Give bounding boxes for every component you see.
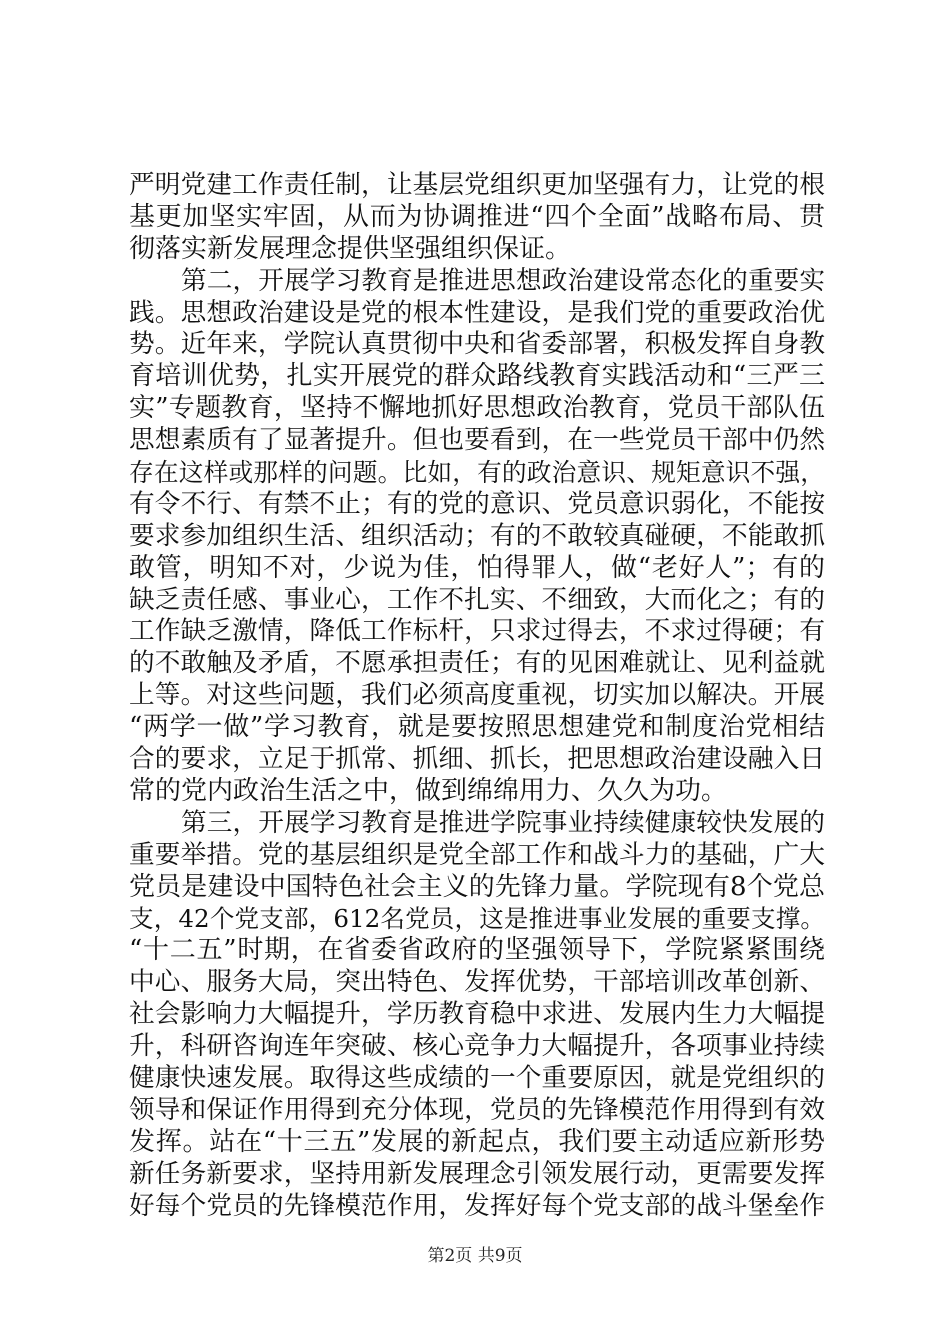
text-line: 存在这样或那样的问题。比如，有的政治意识、规矩意识不强， xyxy=(129,458,825,488)
text-line: 敢管，明知不对，少说为佳，怕得罪人，做“老好人”；有的 xyxy=(129,552,825,583)
text-line: 严明党建工作责任制，让基层党组织更加坚强有力，让党的根 xyxy=(129,170,825,200)
text-line: 彻落实新发展理念提供坚强组织保证。 xyxy=(129,233,572,264)
text-line: 实”专题教育，坚持不懈地抓好思想政治教育，党员干部队伍 xyxy=(129,393,825,424)
page-footer: 第2页 共9页 xyxy=(427,1246,523,1266)
text-line: 工作缺乏激情，降低工作标杆，只求过得去，不求过得硬；有 xyxy=(129,616,825,647)
text-line: 合的要求，立足于抓常、抓细、抓长，把思想政治建设融入日 xyxy=(129,744,825,775)
text-line: 的不敢触及矛盾，不愿承担责任；有的见困难就让、见利益就 xyxy=(129,648,825,679)
text-line: 践。思想政治建设是党的根本性建设，是我们党的重要政治优 xyxy=(129,297,825,328)
text-line: 新任务新要求，坚持用新发展理念引领发展行动，更需要发挥 xyxy=(129,1158,825,1189)
text-line: 常的党内政治生活之中，做到绵绵用力、久久为功。 xyxy=(129,775,728,806)
text-line: “十二五”时期，在省委省政府的坚强领导下，学院紧紧围绕 xyxy=(129,935,825,966)
text-line: 第二，开展学习教育是推进思想政治建设常态化的重要实 xyxy=(181,265,825,296)
text-line: 势。近年来，学院认真贯彻中央和省委部署，积极发挥自身教 xyxy=(129,329,825,360)
text-line: 领导和保证作用得到充分体现，党员的先锋模范作用得到有效 xyxy=(129,1094,825,1125)
text-line: 有令不行、有禁不止；有的党的意识、党员意识弱化，不能按 xyxy=(129,488,825,519)
text-line: 重要举措。党的基层组织是党全部工作和战斗力的基础，广大 xyxy=(129,839,825,870)
text-line: 发挥。站在“十三五”发展的新起点，我们要主动适应新形势 xyxy=(129,1126,825,1157)
text-line: 第三，开展学习教育是推进学院事业持续健康较快发展的 xyxy=(181,807,825,838)
text-line: 中心、服务大局，突出特色、发挥优势，干部培训改革创新、 xyxy=(129,967,825,998)
text-line: 健康快速发展。取得这些成绩的一个重要原因，就是党组织的 xyxy=(129,1062,825,1093)
text-line: 思想素质有了显著提升。但也要看到，在一些党员干部中仍然 xyxy=(129,425,825,456)
text-line: 上等。对这些问题，我们必须高度重视，切实加以解决。开展 xyxy=(129,680,825,711)
text-line: 好每个党员的先锋模范作用，发挥好每个党支部的战斗堡垒作 xyxy=(129,1190,825,1221)
text-line: 升，科研咨询连年突破、核心竞争力大幅提升，各项事业持续 xyxy=(129,1031,825,1062)
text-line: 要求参加组织生活、组织活动；有的不敢较真碰硬，不能敢抓 xyxy=(129,520,825,551)
text-line: “两学一做”学习教育，就是要按照思想建党和制度治党相结 xyxy=(129,712,825,743)
text-line: 支，42个党支部，612名党员，这是推进事业发展的重要支撑。 xyxy=(129,904,825,934)
text-line: 党员是建设中国特色社会主义的先锋力量。学院现有8个党总 xyxy=(129,871,825,902)
body-text xyxy=(129,170,825,1222)
text-line: 社会影响力大幅提升，学历教育稳中求进、发展内生力大幅提 xyxy=(129,999,825,1030)
text-line: 基更加坚实牢固，从而为协调推进“四个全面”战略布局、贯 xyxy=(129,201,825,232)
text-line: 缺乏责任感、事业心，工作不扎实、不细致，大而化之；有的 xyxy=(129,584,825,615)
text-line: 育培训优势，扎实开展党的群众路线教育实践活动和“三严三 xyxy=(129,361,825,392)
